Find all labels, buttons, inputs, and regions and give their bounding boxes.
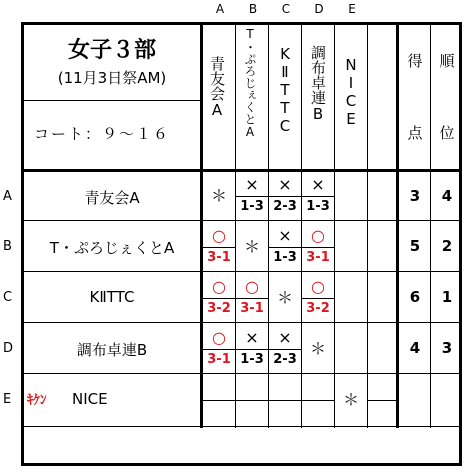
divider: [301, 22, 302, 428]
divider: [334, 22, 335, 428]
result-score: 1-3: [240, 199, 264, 214]
rank-value: 3: [441, 339, 453, 357]
points-value: 6: [409, 288, 421, 306]
date-label: (11月3日祭AM): [57, 69, 167, 87]
rank-header-bottom: 位: [439, 124, 455, 142]
divider: [21, 322, 462, 323]
self-match-mark: ＊: [243, 237, 260, 256]
self-match-mark: ＊: [276, 288, 293, 307]
result-score: 2-3: [273, 199, 297, 214]
column-letter-b: B: [248, 2, 258, 16]
rank-value: 1: [441, 288, 453, 306]
divider: [202, 298, 268, 299]
team-name-b: T・ぷろじぇくとA: [49, 239, 175, 257]
result-mark: ×: [278, 328, 292, 347]
self-match-mark: ＊: [210, 186, 227, 205]
team-header-c: KⅡTTC: [276, 45, 294, 135]
divider: [367, 400, 396, 401]
rank-value: 2: [441, 237, 453, 255]
result-score: 1-3: [306, 199, 330, 214]
result-score: 1-3: [273, 250, 297, 265]
points-value: 3: [409, 187, 421, 205]
result-mark: ○: [311, 226, 325, 245]
divider: [202, 349, 301, 350]
column-letter-d: D: [314, 2, 324, 16]
divider: [22, 100, 200, 101]
divider: [268, 22, 269, 428]
rank-header-top: 順: [439, 52, 455, 70]
result-mark: ○: [212, 277, 226, 296]
result-score: 2-3: [273, 352, 297, 367]
points-value: 5: [409, 237, 421, 255]
self-match-mark: ＊: [342, 390, 359, 409]
divider: [202, 400, 334, 401]
team-header-b: T・ぷろじぇくとA: [243, 27, 257, 139]
divider: [21, 271, 462, 272]
divider: [301, 298, 334, 299]
result-score: 3-1: [207, 250, 231, 265]
page-title: 女子３部: [67, 38, 156, 63]
result-mark: ×: [311, 175, 325, 194]
divider: [21, 373, 462, 374]
row-letter-a: A: [3, 189, 12, 204]
team-header-d: 調布卓連B: [309, 45, 327, 123]
result-mark: ○: [311, 277, 325, 296]
divider: [21, 426, 462, 427]
result-mark: ×: [278, 175, 292, 194]
divider: [396, 22, 399, 428]
points-header-bottom: 点: [407, 124, 423, 142]
result-score: 3-1: [306, 250, 330, 265]
result-mark: ○: [212, 226, 226, 245]
points-value: 4: [409, 339, 421, 357]
result-mark: ○: [245, 277, 259, 296]
divider: [202, 247, 235, 248]
team-name-a: 青友会A: [84, 189, 140, 207]
divider: [200, 22, 203, 428]
column-letter-a: A: [215, 2, 225, 16]
result-mark: ×: [245, 328, 259, 347]
row-letter-b: B: [3, 239, 12, 254]
divider: [268, 247, 334, 248]
result-score: 3-1: [240, 301, 264, 316]
divider: [21, 169, 462, 172]
result-mark: ○: [212, 328, 226, 347]
result-score: 1-3: [240, 352, 264, 367]
team-header-e: NICE: [342, 56, 360, 128]
divider: [235, 22, 236, 428]
self-match-mark: ＊: [309, 339, 326, 358]
row-letter-d: D: [3, 341, 14, 356]
team-header-a: 青友会A: [208, 56, 226, 119]
column-letter-c: C: [281, 2, 291, 16]
team-name-e: NICE: [72, 390, 108, 408]
divider: [430, 22, 431, 428]
divider: [21, 220, 462, 221]
result-mark: ×: [278, 226, 292, 245]
team-name-d: 調布卓連B: [76, 341, 148, 359]
divider: [367, 22, 368, 428]
result-score: 3-2: [306, 301, 330, 316]
result-score: 3-2: [207, 301, 231, 316]
column-letter-e: E: [348, 2, 356, 16]
result-score: 3-1: [207, 352, 231, 367]
rank-value: 4: [441, 187, 453, 205]
result-mark: ×: [245, 175, 259, 194]
row-letter-c: C: [3, 290, 13, 305]
row-letter-e: E: [3, 392, 12, 407]
points-header-top: 得: [407, 52, 423, 70]
team-name-c: KⅡTTC: [89, 288, 135, 306]
court-label: コート：９～１６: [34, 125, 171, 143]
divider: [235, 196, 334, 197]
withdrawn-label: ｷｹﾝ: [27, 393, 47, 408]
